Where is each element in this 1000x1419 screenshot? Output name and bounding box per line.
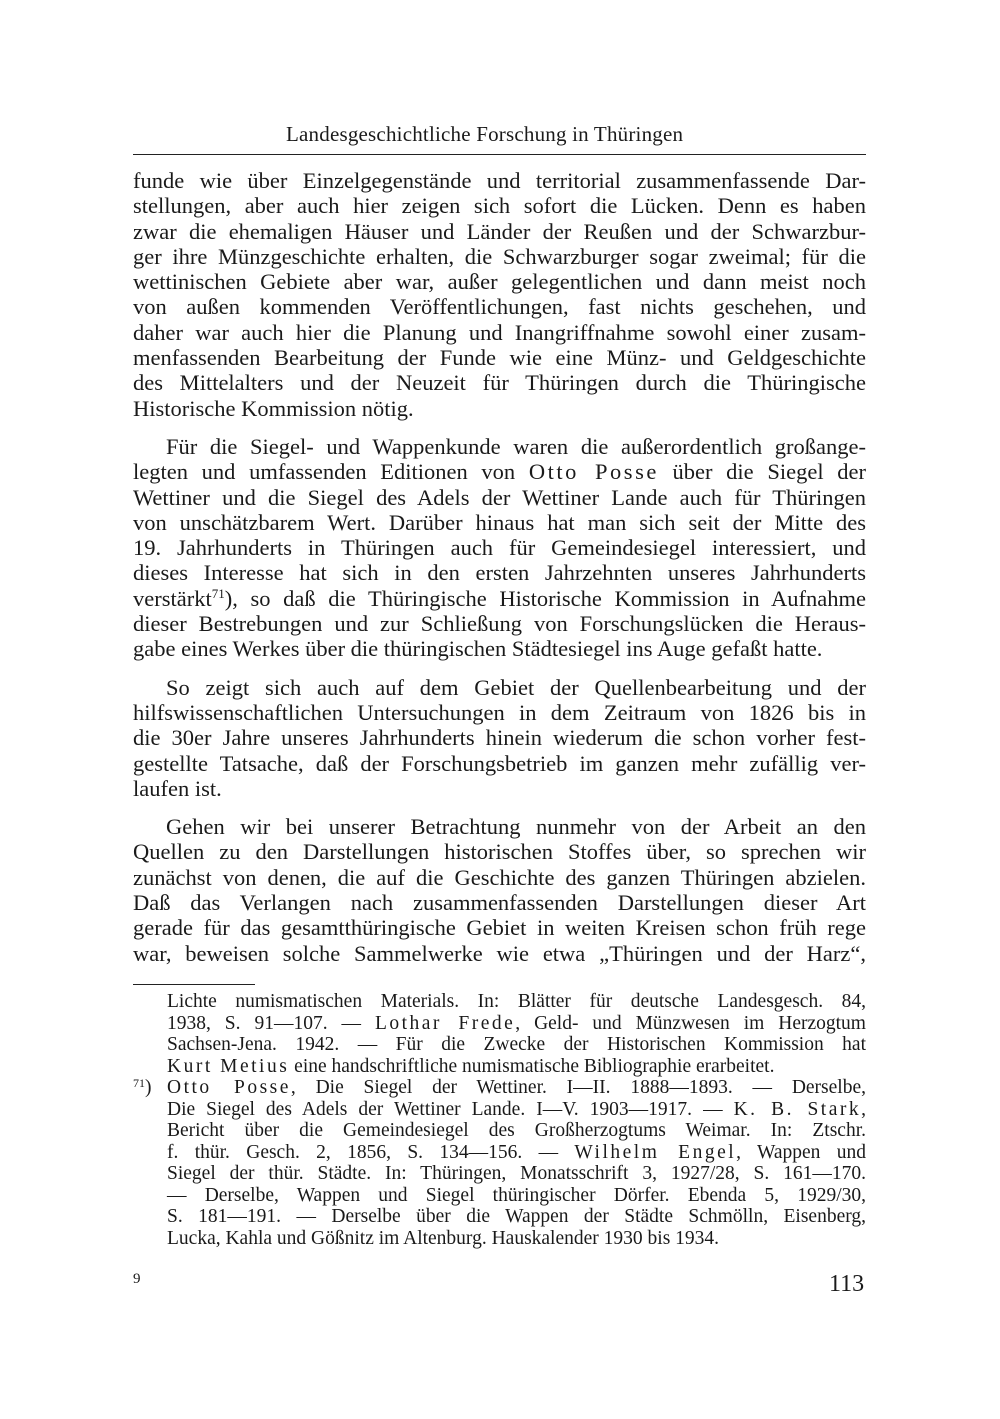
- text-line: funde wie über Einzelgegenstände und territorial zusammenfassende Dar-: [133, 168, 866, 193]
- footnotes: [133, 991, 866, 1249]
- page-number: 113: [829, 1271, 865, 1297]
- footnote-number-paren: ): [145, 1077, 152, 1098]
- text-line: wettinischen Gebiete aber war, außer gelegentlichen und dann meist noch: [133, 269, 866, 295]
- text-line: ger ihre Münzgeschichte erhalten, die Schwarzburger sogar zweimal; für die: [133, 243, 866, 269]
- footnote-line: Lucka, Kahla und Gößnitz im Altenburg. Hauskalender 1930 bis 1934.: [167, 1227, 720, 1249]
- text-line: von außen kommenden Veröffentlichungen, fast nichts geschehen, und: [133, 294, 866, 320]
- text-segment: , Die Siegel der Wettiner. I—II. 1888—1893. — Derselbe,: [290, 1077, 866, 1098]
- text-line: gestellte Tatsache, daß der Forschungsbetrieb im ganzen mehr zufällig ver-: [133, 750, 866, 776]
- text-segment: ), so daß die Thüringische Historische Kommission in Aufnahme: [224, 585, 866, 611]
- author-name: Kurt Metius: [167, 1055, 290, 1077]
- text-line: des Mittelalters und der Neuzeit für Thüringen durch die Thüringische: [133, 370, 866, 396]
- text-line: die 30er Jahre unseres Jahrhunderts hinein wiederum die schon vorher fest-: [133, 725, 866, 751]
- header-rule: [133, 154, 866, 155]
- text-line: So zeigt sich auch auf dem Gebiet der Quellenbearbeitung und der: [166, 674, 866, 700]
- text-line: Für die Siegel- und Wappenkunde waren die außerordentlich großange-: [166, 433, 866, 459]
- text-segment: eine handschriftliche numismatische Bibliographie erarbeitet.: [289, 1055, 775, 1077]
- text-segment: Die Siegel des Adels der Wettiner Lande. I—V. 1903—1917. —: [167, 1098, 734, 1120]
- footnote-number: [133, 1077, 152, 1099]
- footnote-line: — Derselbe, Wappen und Siegel thüringischer Dörfer. Ebenda 5, 1929/30,: [167, 1184, 866, 1206]
- running-head: Landesgeschichtliche Forschung in Thüringen: [286, 122, 684, 146]
- text-line: hilfswissenschaftlichen Untersuchungen in dem Zeitraum von 1826 bis in: [133, 699, 866, 725]
- text-line: Daß das Verlangen nach zusammenfassenden Darstellungen dieser Art: [133, 890, 866, 916]
- author-name: Wilhelm Engel: [574, 1141, 737, 1163]
- author-name: Otto Posse: [528, 459, 659, 485]
- author-name: Lothar Frede: [374, 1012, 516, 1034]
- text-line: zwar die ehemaligen Häuser und Länder der Reußen und der Schwarzbur-: [133, 218, 866, 244]
- text-line: Wettiner und die Siegel des Adels der Wettiner Lande auch für Thüringen: [133, 484, 866, 510]
- paragraph-2: [133, 434, 866, 662]
- paragraph-3: [133, 675, 866, 801]
- footnote-line: Bericht über die Gemeindesiegel des Großherzogtums Weimar. In: Ztschr.: [167, 1120, 866, 1141]
- footnote-line: [167, 1099, 866, 1121]
- text-line: dieser Bestrebungen und zur Schließung von Forschungslücken die Heraus-: [133, 611, 866, 637]
- footnote-reference: 71: [211, 585, 225, 601]
- text-segment: f. thür. Gesch. 2, 1856, S. 134—156. —: [167, 1141, 575, 1163]
- paragraph-4: [133, 814, 866, 966]
- text-line: daher war auch hier die Planung und Inangriffnahme sowohl einer zusam-: [133, 319, 866, 345]
- footnote-line: S. 181—191. — Derselbe über die Wappen der Städte Schmölln, Eisenberg,: [167, 1206, 866, 1227]
- text-segment: ,: [861, 1098, 867, 1120]
- signature-mark: 9: [133, 1271, 141, 1287]
- body-text: [133, 168, 866, 966]
- text-segment: über die Siegel der: [658, 459, 866, 485]
- footnote-continued: [133, 991, 866, 1077]
- author-name: Otto Posse: [167, 1077, 291, 1098]
- text-line: gabe eines Werkes über die thüringischen Städtesiegel ins Auge gefaßt hatte.: [133, 636, 823, 662]
- footnote-line: [167, 1056, 866, 1078]
- text-line: Historische Kommission nötig.: [133, 395, 414, 421]
- text-line: gerade für das gesamtthüringische Gebiet in weiten Kreisen schon früh rege: [133, 915, 866, 941]
- text-line: Quellen zu den Darstellungen historischen Stoffes über, so sprechen wir: [133, 839, 866, 865]
- text-segment: legten und umfassenden Editionen von: [133, 459, 529, 485]
- text-segment: , Wappen und: [736, 1141, 867, 1163]
- footnote-line: Sachsen-Jena. 1942. — Für die Zwecke der Historischen Kommission hat: [167, 1034, 866, 1055]
- footnote-rule: [133, 984, 255, 985]
- author-name: K. B. Stark: [733, 1098, 862, 1120]
- footnote-line: Siegel der thür. Städte. In: Thüringen, Monatsschrift 3, 1927/28, S. 161—170.: [167, 1163, 866, 1184]
- text-line: 19. Jahrhunderts in Thüringen auch für Gemeindesiegel interessiert, und: [133, 535, 866, 561]
- text-line: von unschätzbarem Wert. Darüber hinaus hat man sich seit der Mitte des: [133, 509, 866, 535]
- text-line: laufen ist.: [133, 775, 222, 801]
- footnote-number-value: 71: [133, 1076, 145, 1090]
- footnote-line: [167, 1077, 866, 1099]
- text-line: stellungen, aber auch hier zeigen sich sofort die Lücken. Denn es haben: [133, 193, 866, 219]
- text-line: zunächst von denen, die auf die Geschichte des ganzen Thüringen abzielen.: [133, 864, 866, 890]
- text-segment: verstärkt: [133, 585, 212, 611]
- text-line: war, beweisen solche Sammelwerke wie etwa „Thüringen und der Harz“,: [133, 940, 866, 966]
- footnote-line: Lichte numismatischen Materials. In: Blätter für deutsche Landesgesch. 84,: [167, 991, 866, 1012]
- text-line: dieses Interesse hat sich in den ersten Jahrzehnten unseres Jahrhunderts: [133, 560, 866, 586]
- text-line: Gehen wir bei unserer Betrachtung nunmehr von der Arbeit an den: [166, 814, 866, 840]
- text-line: [133, 459, 866, 484]
- paragraph-1: [133, 168, 866, 421]
- text-segment: , Geld- und Münzwesen im Herzogtum: [515, 1012, 866, 1034]
- text-line: [133, 586, 866, 611]
- footnote-71: [133, 1077, 866, 1249]
- text-line: menfassenden Bearbeitung der Funde wie eine Münz- und Geldgeschichte: [133, 345, 866, 371]
- footnote-line: [167, 1013, 866, 1035]
- footnote-line: [167, 1142, 866, 1164]
- text-segment: 1938, S. 91—107. —: [167, 1012, 375, 1034]
